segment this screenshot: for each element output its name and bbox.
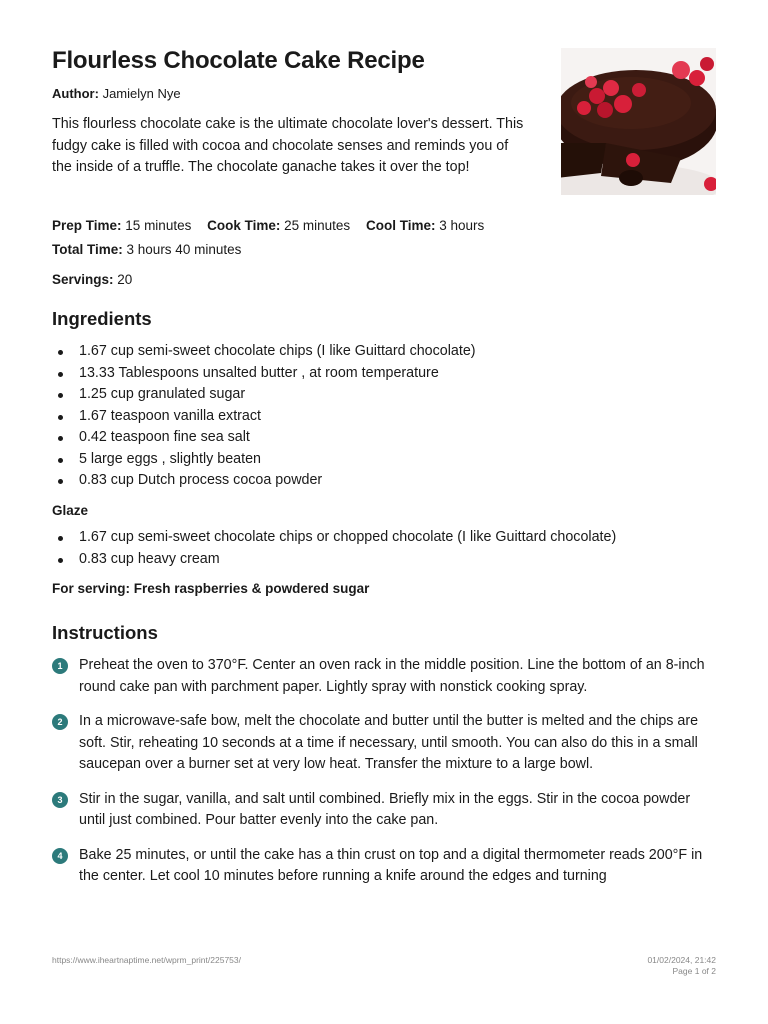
list-item: 1.67 teaspoon vanilla extract — [52, 406, 716, 428]
ingredients-heading: Ingredients — [52, 308, 152, 329]
serving-note: For serving: Fresh raspberries & powdered sugar — [52, 581, 370, 596]
step-number-badge: 2 — [52, 714, 68, 730]
glaze-list — [52, 527, 716, 570]
author-line — [52, 86, 181, 101]
servings: Servings: 20 — [52, 272, 133, 287]
instruction-step — [52, 711, 716, 776]
footer-datetime: 01/02/2024, 21:42 — [647, 955, 716, 965]
cook-time: Cook Time: 25 minutes — [207, 218, 351, 233]
prep-time: Prep Time: 15 minutes — [52, 218, 192, 233]
instructions-list — [52, 655, 716, 901]
footer-page-number: Page 1 of 2 — [672, 966, 716, 976]
list-item: 0.83 cup Dutch process cocoa powder — [52, 470, 716, 492]
list-item: 1.67 cup semi-sweet chocolate chips (I like Guittard chocolate) — [52, 341, 716, 363]
page-title: Flourless Chocolate Cake Recipe — [52, 47, 425, 74]
instructions-heading: Instructions — [52, 622, 158, 643]
step-number-badge: 3 — [52, 792, 68, 808]
recipe-times — [52, 214, 552, 262]
step-number-badge: 1 — [52, 658, 68, 674]
instruction-step — [52, 845, 716, 888]
instruction-step — [52, 655, 716, 698]
step-number-badge: 4 — [52, 848, 68, 864]
glaze-heading: Glaze — [52, 503, 89, 518]
total-time: Total Time: 3 hours 40 minutes — [52, 242, 242, 257]
step-text: Bake 25 minutes, or until the cake has a thin crust on top and a digital thermometer reads 200°F in the center. Let cool 10 minutes before running a knife around the edges and turning — [79, 846, 703, 884]
list-item: 1.25 cup granulated sugar — [52, 384, 716, 406]
ingredients-list — [52, 341, 716, 492]
step-text: Stir in the sugar, vanilla, and salt until combined. Briefly mix in the eggs. Stir in the cocoa powder until just combined. Pour batter evenly into the cake pan. — [79, 790, 691, 828]
list-item: 0.42 teaspoon fine sea salt — [52, 427, 716, 449]
list-item: 5 large eggs , slightly beaten — [52, 449, 716, 471]
step-text: Preheat the oven to 370°F. Center an oven rack in the middle position. Line the bottom of an 8-inch round cake pan with parchment paper. Lightly spray with nonstick cooking spray. — [79, 657, 705, 695]
list-item: 1.67 cup semi-sweet chocolate chips or chopped chocolate (I like Guittard chocolate) — [52, 527, 716, 549]
cool-time: Cool Time: 3 hours — [365, 218, 485, 233]
step-text: In a microwave-safe bow, melt the chocolate and butter until the butter is melted and the chips are soft. Stir, reheating 10 seconds at a time if necessary, until smooth. You can also do this in a small saucepan over a burner set at very low heat. Transfer the mixture to a large bowl. — [79, 713, 699, 772]
list-item: 13.33 Tablespoons unsalted butter , at room temperature — [52, 363, 716, 385]
footer-url: https://www.iheartnaptime.net/wprm_print/225753/ — [52, 955, 241, 965]
cake-photo — [561, 48, 716, 195]
footer-meta — [647, 955, 716, 977]
list-item: 0.83 cup heavy cream — [52, 549, 716, 571]
author-label: Author: — [52, 86, 99, 101]
recipe-summary: This flourless chocolate cake is the ultimate chocolate lover's dessert. This fudgy cake is filled with cocoa and chocolate senses and reminds you of the inside of a truffle. The chocolate ganache takes it over the top! — [52, 116, 524, 175]
author-name: Jamielyn Nye — [102, 86, 181, 101]
instruction-step — [52, 789, 716, 832]
